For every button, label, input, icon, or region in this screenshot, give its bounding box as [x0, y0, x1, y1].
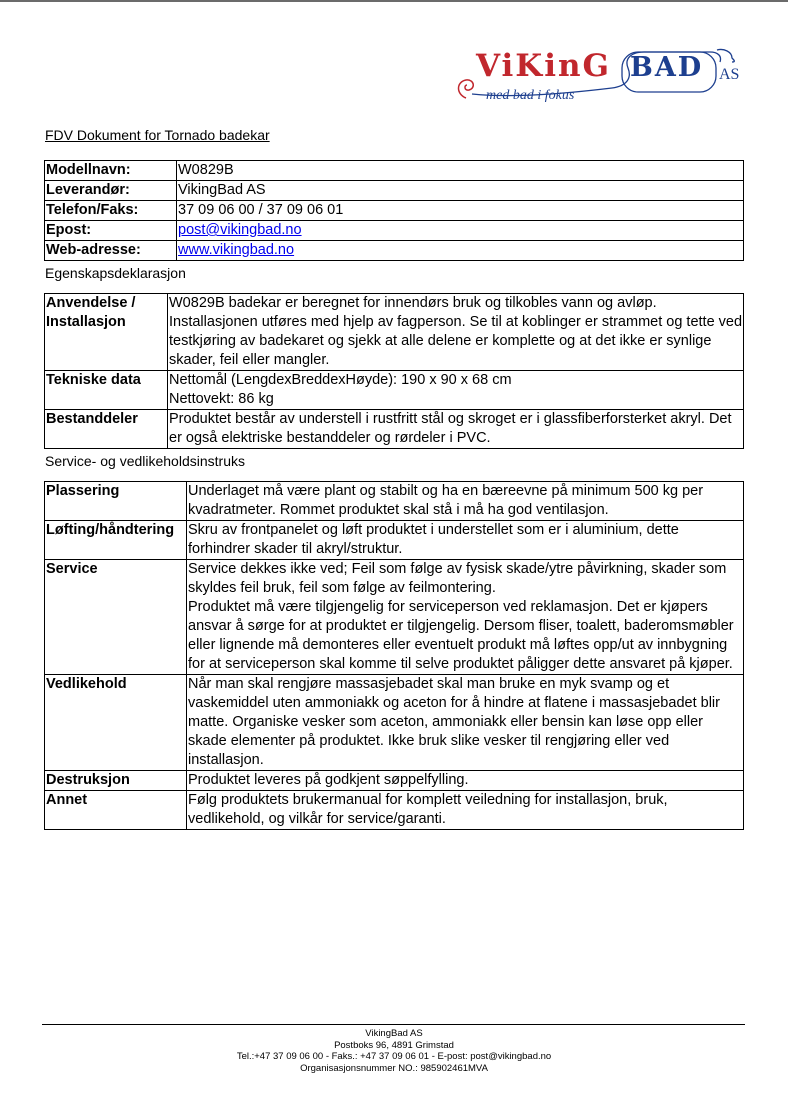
service-table [44, 481, 744, 830]
other-text: Følg produktets brukermanual for komplett veiledning for installasjon, bruk, vedlikehold, og vilkår for service/garanti. [187, 791, 744, 830]
table-row [45, 294, 744, 371]
footer-org: Organisasjonsnummer NO.: 985902461MVA [300, 1062, 488, 1074]
table-row [45, 161, 744, 181]
web-link[interactable]: www.vikingbad.no [178, 242, 295, 258]
properties-table [44, 293, 744, 449]
maintenance-label: Vedlikehold [45, 675, 187, 771]
tech-cell [168, 371, 744, 410]
other-label: Annet [45, 791, 187, 830]
table-row [45, 181, 744, 201]
logo-suffix: AS [719, 66, 740, 83]
footer-contact: Tel.:+47 37 09 06 00 - Faks.: +47 37 09 06 01 - E-post: post@vikingbad.no [236, 1051, 552, 1062]
lifting-text: Skru av frontpanelet og løft produktet i understellet som er i aluminium, dette forhindrer skader til akryl/struktur. [187, 521, 744, 560]
service-paragraph-2: Produktet må være tilgjengelig for serviceperson ved reklamasjon. Det er kjøpers ansvar å sørge for at produktet er tilgjengelig. Dersom fliser, toalett, baderomsmøbler eller lignende må demonteres eller eventuelt produkt må løftes opp/ut av innbygning for at serviceperson skal komme til selve produktet påligger dette ansvaret på kjøper. [188, 599, 734, 672]
tech-dimensions: Nettomål (LengdexBreddexHøyde): 190 x 90 x 68 cm [169, 372, 512, 388]
destruction-text: Produktet leveres på godkjent søppelfylling. [187, 771, 744, 791]
supplier-label: Leverandør: [45, 181, 177, 201]
info-table [44, 160, 744, 261]
table-row [45, 482, 744, 521]
phone-label: Telefon/Faks: [45, 201, 177, 221]
table-row [45, 201, 744, 221]
table-row [45, 371, 744, 410]
footer-address: Postboks 96, 4891 Grimstad [334, 1039, 454, 1051]
model-label: Modellnavn: [45, 161, 177, 181]
table-row [45, 771, 744, 791]
table-row [45, 410, 744, 449]
table-row [45, 521, 744, 560]
web-cell [177, 241, 744, 261]
footer-company: VikingBad AS [365, 1028, 423, 1039]
service-label: Service [45, 560, 187, 675]
email-link[interactable]: post@vikingbad.no [178, 222, 302, 238]
table-row [45, 221, 744, 241]
table-row [45, 675, 744, 771]
maintenance-text: Når man skal rengjøre massasjebadet skal man bruke en myk svamp og et vaskemiddel uten ammoniakk og aceton for å hindre at flatene i massasjebadet blir matte. Organiske vesker som aceton, ammoniakk eller bensin kan løse opp eller skade elementer på produktet. Ikke bruk slike vesker til rengjøring eller ved installasjon. [187, 675, 744, 771]
logo-brand-secondary: BAD [630, 52, 704, 83]
table-row [45, 560, 744, 675]
destruction-label: Destruksjon [45, 771, 187, 791]
document-title: FDV Dokument for Tornado badekar [45, 127, 270, 143]
tech-label: Tekniske data [45, 371, 168, 410]
table-row [45, 791, 744, 830]
usage-text: W0829B badekar er beregnet for innendørs bruk og tilkobles vann og avløp. Installasjonen utføres med hjelp av fagperson. Se til at koblinger er strammet og tette ved testkjøring av badekaret og sjekk at alle delene er komplette og at det ikke er synlige skader, feil eller mangler. [168, 294, 744, 371]
top-border [0, 0, 788, 2]
vikingbad-logo [452, 48, 752, 110]
footer-divider [42, 1024, 745, 1025]
service-heading: Service- og vedlikeholdsinstruks [45, 453, 245, 469]
logo-brand-primary: ViKinG [476, 48, 612, 84]
tech-weight: Nettovekt: 86 kg [169, 391, 274, 407]
parts-label: Bestanddeler [45, 410, 168, 449]
logo-tagline: med bad i fokus [486, 88, 575, 103]
model-value: W0829B [177, 161, 744, 181]
email-label: Epost: [45, 221, 177, 241]
service-paragraph-1: Service dekkes ikke ved; Feil som følge av fysisk skade/ytre påvirkning, skader som skyldes feil bruk, feil som følge av feilmontering. [188, 561, 727, 596]
placement-text: Underlaget må være plant og stabilt og ha en bæreevne på minimum 500 kg per kvadratmeter. Rommet produktet skal stå i må ha god ventilasjon. [187, 482, 744, 521]
supplier-value: VikingBad AS [177, 181, 744, 201]
footer [0, 1028, 788, 1074]
parts-text: Produktet består av understell i rustfritt stål og skroget er i glassfiberforsterket akryl. Det er også elektriske bestanddeler og rørdeler i PVC. [168, 410, 744, 449]
properties-heading: Egenskapsdeklarasjon [45, 265, 186, 281]
email-cell [177, 221, 744, 241]
phone-value: 37 09 06 00 / 37 09 06 01 [177, 201, 744, 221]
lifting-label: Løfting/håndtering [45, 521, 187, 560]
service-cell [187, 560, 744, 675]
web-label: Web-adresse: [45, 241, 177, 261]
table-row [45, 241, 744, 261]
placement-label: Plassering [45, 482, 187, 521]
usage-label: Anvendelse / Installasjon [45, 294, 168, 371]
